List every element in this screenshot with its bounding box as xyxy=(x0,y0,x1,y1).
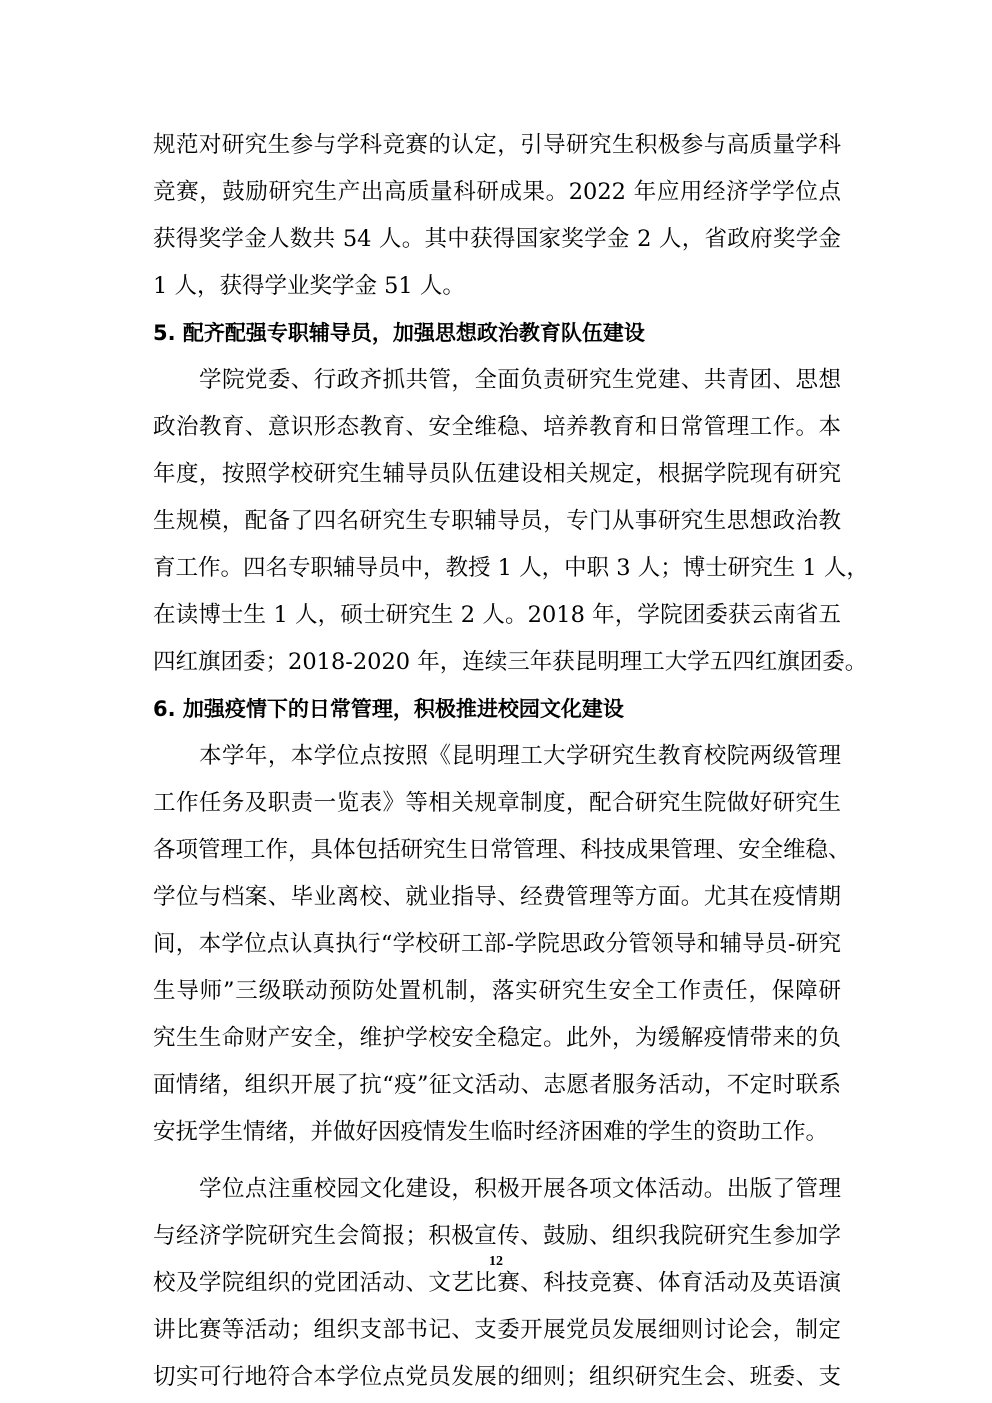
text-line: 切实可行地符合本学位点党员发展的细则；组织研究生会、班委、支 xyxy=(153,1364,841,1390)
section-heading: 6. 加强疫情下的日常管理，积极推进校园文化建设 xyxy=(153,697,624,721)
section-5 xyxy=(153,310,869,686)
page-number: 12 xyxy=(489,1254,503,1269)
text-line: 各项管理工作，具体包括研究生日常管理、科技成果管理、安全维稳、 xyxy=(153,837,851,863)
text-line: 安抚学生情绪，并做好因疫情发生临时经济困难的学生的资助工作。 xyxy=(153,1119,829,1145)
text-line: 竞赛，鼓励研究生产出高质量科研成果。2022 年应用经济学学位点 xyxy=(153,179,841,205)
paragraph-gap xyxy=(153,1156,841,1166)
text-line: 政治教育、意识形态教育、安全维稳、培养教育和日常管理工作。本 xyxy=(153,414,841,440)
paragraph xyxy=(153,1166,841,1401)
text-line: 工作任务及职责一览表》等相关规章制度，配合研究生院做好研究生 xyxy=(153,790,841,816)
text-line: 面情绪，组织开展了抗“疫”征文活动、志愿者服务活动，不定时联系 xyxy=(153,1072,841,1098)
text-line: 究生生命财产安全，维护学校安全稳定。此外，为缓解疫情带来的负 xyxy=(153,1025,841,1051)
text-line: 生导师”三级联动预防处置机制，落实研究生安全工作责任，保障研 xyxy=(153,978,841,1004)
text-line: 学位点注重校园文化建设，积极开展各项文体活动。出版了管理 xyxy=(199,1176,841,1202)
text-line: 四红旗团委；2018-2020 年，连续三年获昆明理工大学五四红旗团委。 xyxy=(153,649,868,675)
paragraph xyxy=(153,733,851,1156)
text-line: 讲比赛等活动；组织支部书记、支委开展党员发展细则讨论会，制定 xyxy=(153,1317,841,1343)
section-heading: 5. 配齐配强专职辅导员，加强思想政治教育队伍建设 xyxy=(153,321,645,345)
text-line: 生规模，配备了四名研究生专职辅导员，专门从事研究生思想政治教 xyxy=(153,508,841,534)
text-line: 年度，按照学校研究生辅导员队伍建设相关规定，根据学院现有研究 xyxy=(153,461,841,487)
text-line: 规范对研究生参与学科竞赛的认定，引导研究生积极参与高质量学科 xyxy=(153,132,841,158)
section-6 xyxy=(153,686,851,1401)
text-line: 校及学院组织的党团活动、文艺比赛、科技竞赛、体育活动及英语演 xyxy=(153,1270,841,1296)
text-line: 本学年，本学位点按照《昆明理工大学研究生教育校院两级管理 xyxy=(199,743,841,769)
text-line: 学院党委、行政齐抓共管，全面负责研究生党建、共青团、思想 xyxy=(199,367,841,393)
text-line: 与经济学院研究生会简报；积极宣传、鼓励、组织我院研究生参加学 xyxy=(153,1223,841,1249)
text-line: 获得奖学金人数共 54 人。其中获得国家奖学金 2 人，省政府奖学金 xyxy=(153,226,841,252)
document-body xyxy=(153,122,869,1401)
section-4-tail xyxy=(153,122,841,310)
text-line: 在读博士生 1 人，硕士研究生 2 人。2018 年，学院团委获云南省五 xyxy=(153,602,841,628)
text-line: 间，本学位点认真执行“学校研工部-学院思政分管领导和辅导员-研究 xyxy=(153,931,841,957)
text-line: 育工作。四名专职辅导员中，教授 1 人，中职 3 人；博士研究生 1 人， xyxy=(153,555,869,581)
text-line: 学位与档案、毕业离校、就业指导、经费管理等方面。尤其在疫情期 xyxy=(153,884,841,910)
text-line: 1 人，获得学业奖学金 51 人。 xyxy=(153,273,465,299)
